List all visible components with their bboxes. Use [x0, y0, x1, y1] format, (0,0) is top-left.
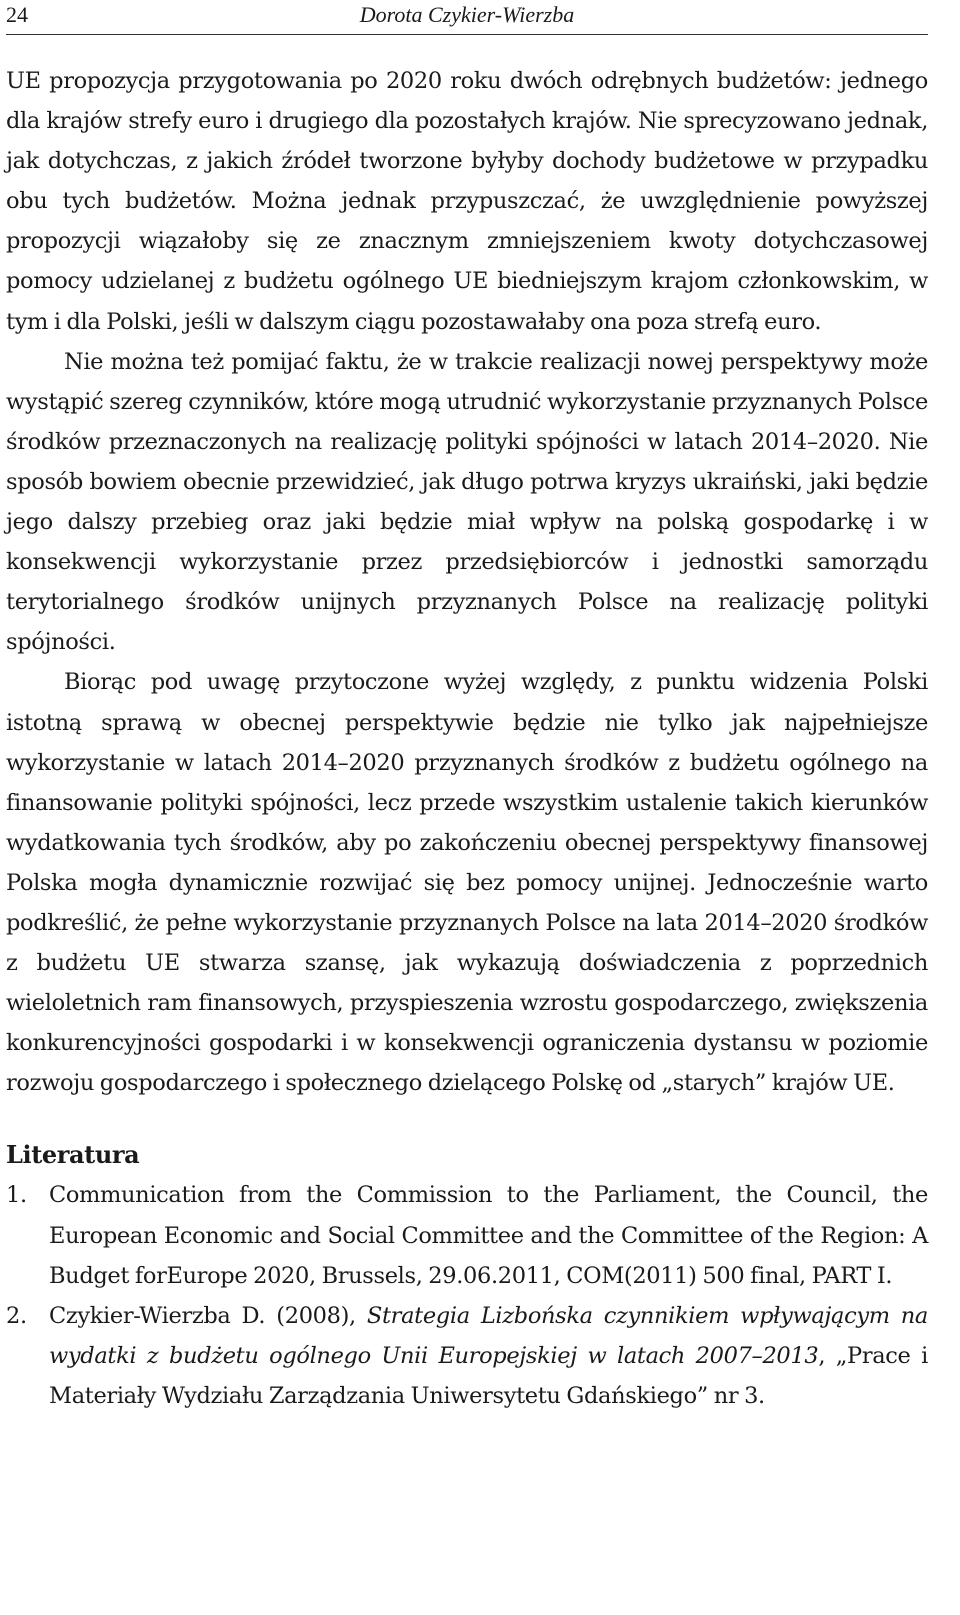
running-header — [6, 0, 928, 35]
reference-authors: Czykier-Wierzba D. (2008), — [49, 1302, 367, 1329]
body-text — [6, 61, 928, 1103]
reference-number: 2. — [6, 1302, 27, 1329]
reference-source: , „Prace i Materiały Wydziału Zarządzania Uniwersytetu Gdańskiego” nr 3. — [49, 1342, 928, 1409]
literature-heading: Literatura — [6, 1140, 140, 1170]
document-page — [6, 0, 928, 1416]
paragraph-conclusion: Biorąc pod uwagę przytoczone wyżej względy, z punktu widzenia Polski istotną sprawą w obecnej perspektywie będzie nie tylko jak najpełniejsze wykorzystanie w latach 2014–2020 przyznanych środków z budżetu ogólnego na finansowanie polityki spójności, lecz przede wszystkim ustalenie takich kierunków wydatkowania tych środków, aby po zakończeniu obecnej perspektywy finansowej Polska mogła dynamicznie rozwijać się bez pomocy unijnej. Jednocześnie warto podkreślić, że pełne wykorzystanie przyznanych Polsce na lata 2014–2020 środków z budżetu UE stwarza szansę, jak wykazują doświadczenia z poprzednich wieloletnich ram finansowych, przyspieszenia wzrostu gospodarczego, zwiększenia konkurencyjności gospodarki i w konsekwencji ograniczenia dystansu w poziomie rozwoju gospodarczego i społecznego dzielącego Polskę od „starych” krajów UE. — [6, 669, 928, 1097]
reference-title: Strategia Lizbońska czynnikiem wpływającym na wydatki z budżetu ogólnego Unii Europejskiej w latach 2007–2013 — [49, 1302, 928, 1369]
reference-item — [6, 1296, 928, 1416]
running-header-author: Dorota Czykier-Wierzba — [359, 2, 575, 27]
reference-number: 1. — [6, 1182, 27, 1209]
reference-list — [6, 1175, 928, 1416]
paragraph-continuation: UE propozycja przygotowania po 2020 roku dwóch odrębnych budżetów: jednego dla krajów strefy euro i drugiego dla pozostałych krajów. Nie sprecyzowano jednak, jak dotychczas, z jakich źródeł tworzone byłyby dochody budżetowe w przypadku obu tych budżetów. Można jednak przypuszczać, że uwzględnienie powyższej propozycji wiązałoby się ze znacznym zmniejszeniem kwoty dotychczasowej pomocy udzielanej z budżetu ogólnego UE biedniejszym krajom członkowskim, w tym i dla Polski, jeśli w dalszym ciągu pozostawałaby ona poza strefą euro. — [6, 68, 928, 335]
paragraph-ukraine-crisis: Nie można też pomijać faktu, że w trakcie realizacji nowej perspektywy może wystąpić szereg czynników, które mogą utrudnić wykorzystanie przyznanych Polsce środków przeznaczonych na realizację polityki spójności w latach 2014–2020. Nie sposób bowiem obecnie przewidzieć, jak długo potrwa kryzys ukraiński, jaki będzie jego dalszy przebieg oraz jaki będzie miał wpływ na polską gospodarkę i w konsekwencji wykorzystanie przez przedsiębiorców i jednostki samorządu terytorialnego środków unijnych przyznanych Polsce na realizację polityki spójności. — [6, 348, 928, 656]
reference-item — [6, 1175, 928, 1295]
reference-text: Communication from the Commission to the Parliament, the Council, the European Economic and Social Committee and the Committee of the Region: A Budget forEurope 2020, Brussels, 29.06.2011, COM(2011) 500 final, PART I. — [49, 1182, 928, 1289]
page-number: 24 — [6, 2, 28, 27]
